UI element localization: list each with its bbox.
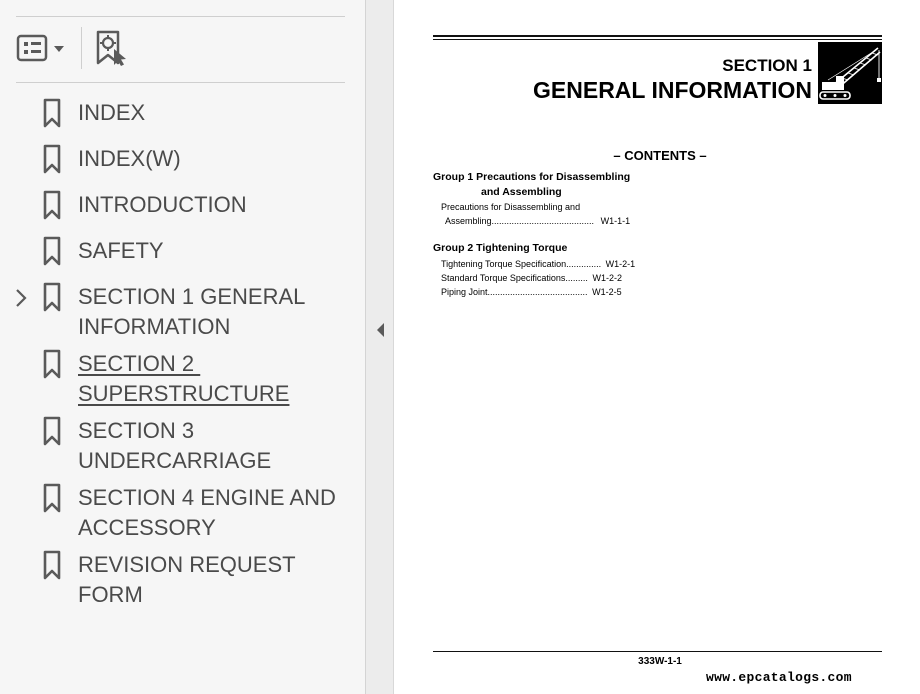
bookmark-ribbon-icon — [42, 236, 62, 266]
bookmark-label-line: SECTION 2 — [78, 351, 201, 376]
toc-entry-label: Tightening Torque Specification — [441, 259, 567, 269]
toc-leader-dots: .............. — [566, 259, 602, 269]
section-number: SECTION 1 — [722, 56, 812, 75]
group-title-line: Group 1 Precautions for Disassembling — [433, 171, 631, 183]
toc-entry-label: Piping Joint — [441, 287, 488, 297]
bookmark-ribbon-icon — [42, 190, 62, 220]
footer-rule — [433, 651, 882, 652]
group-2-title: Group 2 Tightening Torque — [433, 242, 568, 254]
toc-page-ref: W1-2-5 — [592, 287, 622, 297]
panel-divider-bottom — [16, 82, 345, 83]
bookmark-index-w[interactable] — [0, 144, 366, 176]
bookmark-label: INDEX(W) — [78, 146, 181, 171]
toc-leader-dots: ......................................... — [491, 216, 595, 226]
bookmark-section-1[interactable] — [0, 282, 366, 344]
bookmark-label — [78, 349, 348, 409]
toc-entry[interactable] — [441, 271, 622, 285]
bookmark-ribbon-icon — [42, 144, 62, 174]
toc-entry-line: Precautions for Disassembling and — [441, 202, 581, 212]
bookmark-ribbon-icon — [42, 98, 62, 128]
find-current-bookmark-icon — [94, 29, 130, 67]
group-1-title — [433, 170, 673, 200]
header-rule — [433, 35, 882, 37]
bookmark-label: SAFETY — [78, 238, 164, 263]
bookmark-label-line: INFORMATION — [78, 314, 231, 339]
header-rule — [433, 39, 882, 40]
toc-entry[interactable] — [441, 257, 635, 271]
bookmark-label-line: SUPERSTRUCTURE — [78, 381, 290, 406]
bookmark-index[interactable] — [0, 98, 366, 130]
document-page — [395, 0, 920, 694]
toc-leader-dots: ......... — [565, 273, 588, 283]
watermark-text: www.epcatalogs.com — [706, 670, 852, 685]
chevron-right-icon[interactable] — [12, 287, 30, 309]
bookmark-label-line: SECTION 1 GENERAL — [78, 284, 306, 309]
bookmark-ribbon-icon — [42, 483, 62, 513]
bookmark-label — [78, 416, 348, 476]
bookmark-ribbon-icon — [42, 416, 62, 446]
crawler-crane-icon — [818, 42, 882, 104]
toc-page-ref: W1-2-1 — [605, 259, 636, 269]
bookmark-label-line: UNDERCARRIAGE — [78, 448, 272, 473]
bookmark-label: REVISION REQUEST FORM — [78, 552, 296, 607]
bookmark-ribbon-icon — [42, 349, 62, 379]
collapse-left-triangle-icon[interactable] — [374, 320, 386, 340]
bookmark-label: INDEX — [78, 100, 146, 125]
crane-illustration — [818, 42, 882, 104]
bookmark-revision-request-form[interactable] — [0, 550, 366, 607]
toc-entry-label: Assembling — [445, 216, 492, 226]
bookmark-introduction[interactable] — [0, 190, 366, 222]
panel-splitter[interactable] — [366, 0, 394, 694]
toc-page-ref: W1-2-2 — [592, 273, 622, 283]
section-title: GENERAL INFORMATION — [533, 77, 812, 103]
find-current-bookmark-button[interactable] — [94, 29, 130, 67]
bookmarks-panel — [0, 0, 366, 694]
bookmark-options-button[interactable] — [16, 32, 68, 64]
panel-divider-top — [16, 16, 345, 17]
bookmark-label: INTRODUCTION — [78, 192, 247, 217]
contents-heading: – CONTENTS – — [613, 148, 707, 163]
bookmark-options-icon — [16, 32, 68, 64]
group-title-line: and Assembling — [481, 186, 562, 198]
toc-page-ref: W1-1-1 — [600, 216, 631, 226]
bookmark-safety[interactable] — [0, 236, 366, 268]
toc-entry[interactable] — [441, 285, 622, 299]
bookmark-label-line: ACCESSORY — [78, 515, 216, 540]
toc-leader-dots: ........................................ — [487, 287, 588, 297]
toc-entry[interactable] — [445, 214, 630, 228]
bookmark-label-line: SECTION 3 — [78, 418, 195, 443]
bookmark-ribbon-icon — [42, 282, 62, 312]
toolbar-divider — [81, 27, 82, 69]
toc-entry-label: Standard Torque Specifications — [441, 273, 566, 283]
page-number: 333W-1-1 — [638, 656, 682, 667]
bookmark-section-4[interactable] — [0, 483, 366, 545]
bookmark-section-2[interactable] — [0, 349, 366, 411]
bookmark-section-3[interactable] — [0, 416, 366, 478]
bookmark-ribbon-icon — [42, 550, 62, 580]
bookmark-label — [78, 282, 348, 342]
bookmark-label-line: SECTION 4 ENGINE AND — [78, 485, 336, 510]
bookmark-label — [78, 483, 348, 543]
